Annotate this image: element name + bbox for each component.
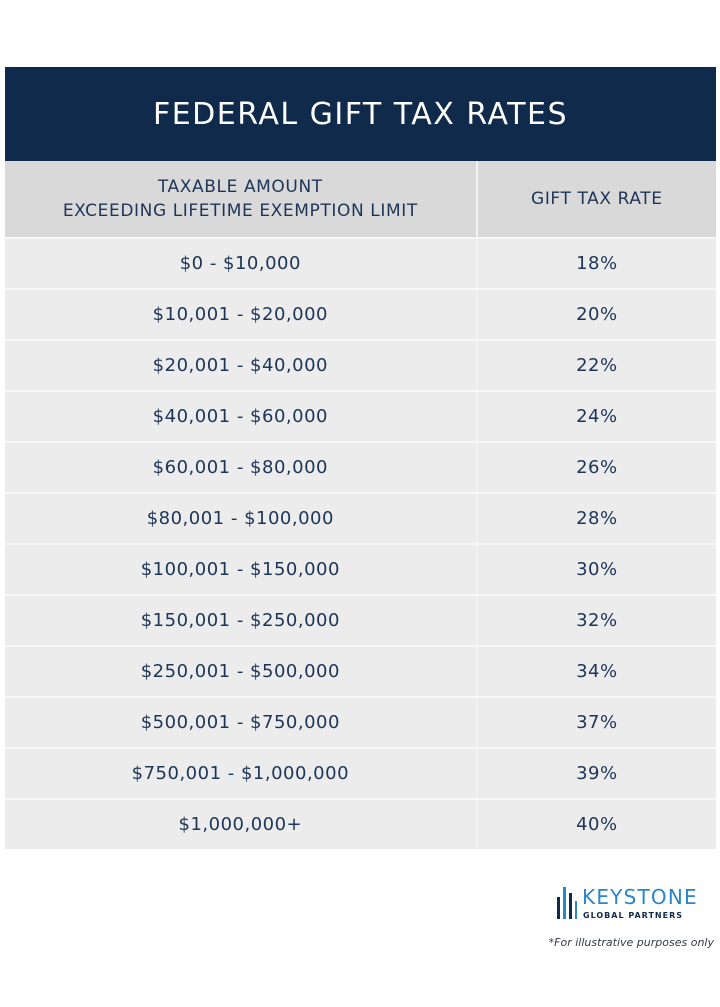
rate-cell: 18% xyxy=(476,239,716,288)
logo-name: KEYSTONE xyxy=(582,885,698,909)
disclaimer-note: *For illustrative purposes only xyxy=(548,936,714,949)
logo-subtitle: GLOBAL PARTNERS xyxy=(583,911,684,920)
amount-cell: $500,001 - $750,000 xyxy=(140,712,340,733)
amount-cell: $80,001 - $100,000 xyxy=(146,508,334,529)
table-row xyxy=(5,594,716,645)
table-row xyxy=(5,798,716,849)
header-amount-line2: EXCEEDING LIFETIME EXEMPTION LIMIT xyxy=(62,201,418,221)
rate-cell: 22% xyxy=(476,341,716,390)
rate-cell: 34% xyxy=(476,647,716,696)
amount-cell: $20,001 - $40,000 xyxy=(152,355,328,376)
header-gift-tax-rate xyxy=(476,161,716,237)
gift-tax-table xyxy=(5,67,716,849)
table-row xyxy=(5,288,716,339)
amount-cell: $60,001 - $80,000 xyxy=(152,457,328,478)
table-row xyxy=(5,747,716,798)
header-amount-line1: TAXABLE AMOUNT xyxy=(157,177,323,197)
rate-cell: 30% xyxy=(476,545,716,594)
rate-cell: 20% xyxy=(476,290,716,339)
amount-cell: $10,001 - $20,000 xyxy=(152,304,328,325)
table-row xyxy=(5,543,716,594)
amount-cell: $40,001 - $60,000 xyxy=(152,406,328,427)
rate-cell: 37% xyxy=(476,698,716,747)
rate-cell: 26% xyxy=(476,443,716,492)
table-row xyxy=(5,390,716,441)
rate-cell: 24% xyxy=(476,392,716,441)
table-row xyxy=(5,696,716,747)
header-taxable-amount xyxy=(5,161,476,237)
amount-cell: $750,001 - $1,000,000 xyxy=(131,763,350,784)
rate-cell: 32% xyxy=(476,596,716,645)
rate-cell: 39% xyxy=(476,749,716,798)
amount-cell: $0 - $10,000 xyxy=(179,253,301,274)
table-row xyxy=(5,339,716,390)
header-rate-label: GIFT TAX RATE xyxy=(531,189,663,209)
table-row xyxy=(5,441,716,492)
rate-cell: 28% xyxy=(476,494,716,543)
keystone-logo xyxy=(556,883,716,923)
table-row xyxy=(5,492,716,543)
rate-cell: 40% xyxy=(476,800,716,849)
table-row xyxy=(5,645,716,696)
table-body xyxy=(5,237,716,849)
table-header-row xyxy=(5,161,716,237)
amount-cell: $100,001 - $150,000 xyxy=(140,559,340,580)
amount-cell: $250,001 - $500,000 xyxy=(140,661,340,682)
table-title: FEDERAL GIFT TAX RATES xyxy=(152,96,569,132)
table-title-bar xyxy=(5,67,716,161)
amount-cell: $150,001 - $250,000 xyxy=(140,610,340,631)
keystone-bars-icon xyxy=(556,885,578,921)
amount-cell: $1,000,000+ xyxy=(178,814,303,835)
table-row xyxy=(5,237,716,288)
